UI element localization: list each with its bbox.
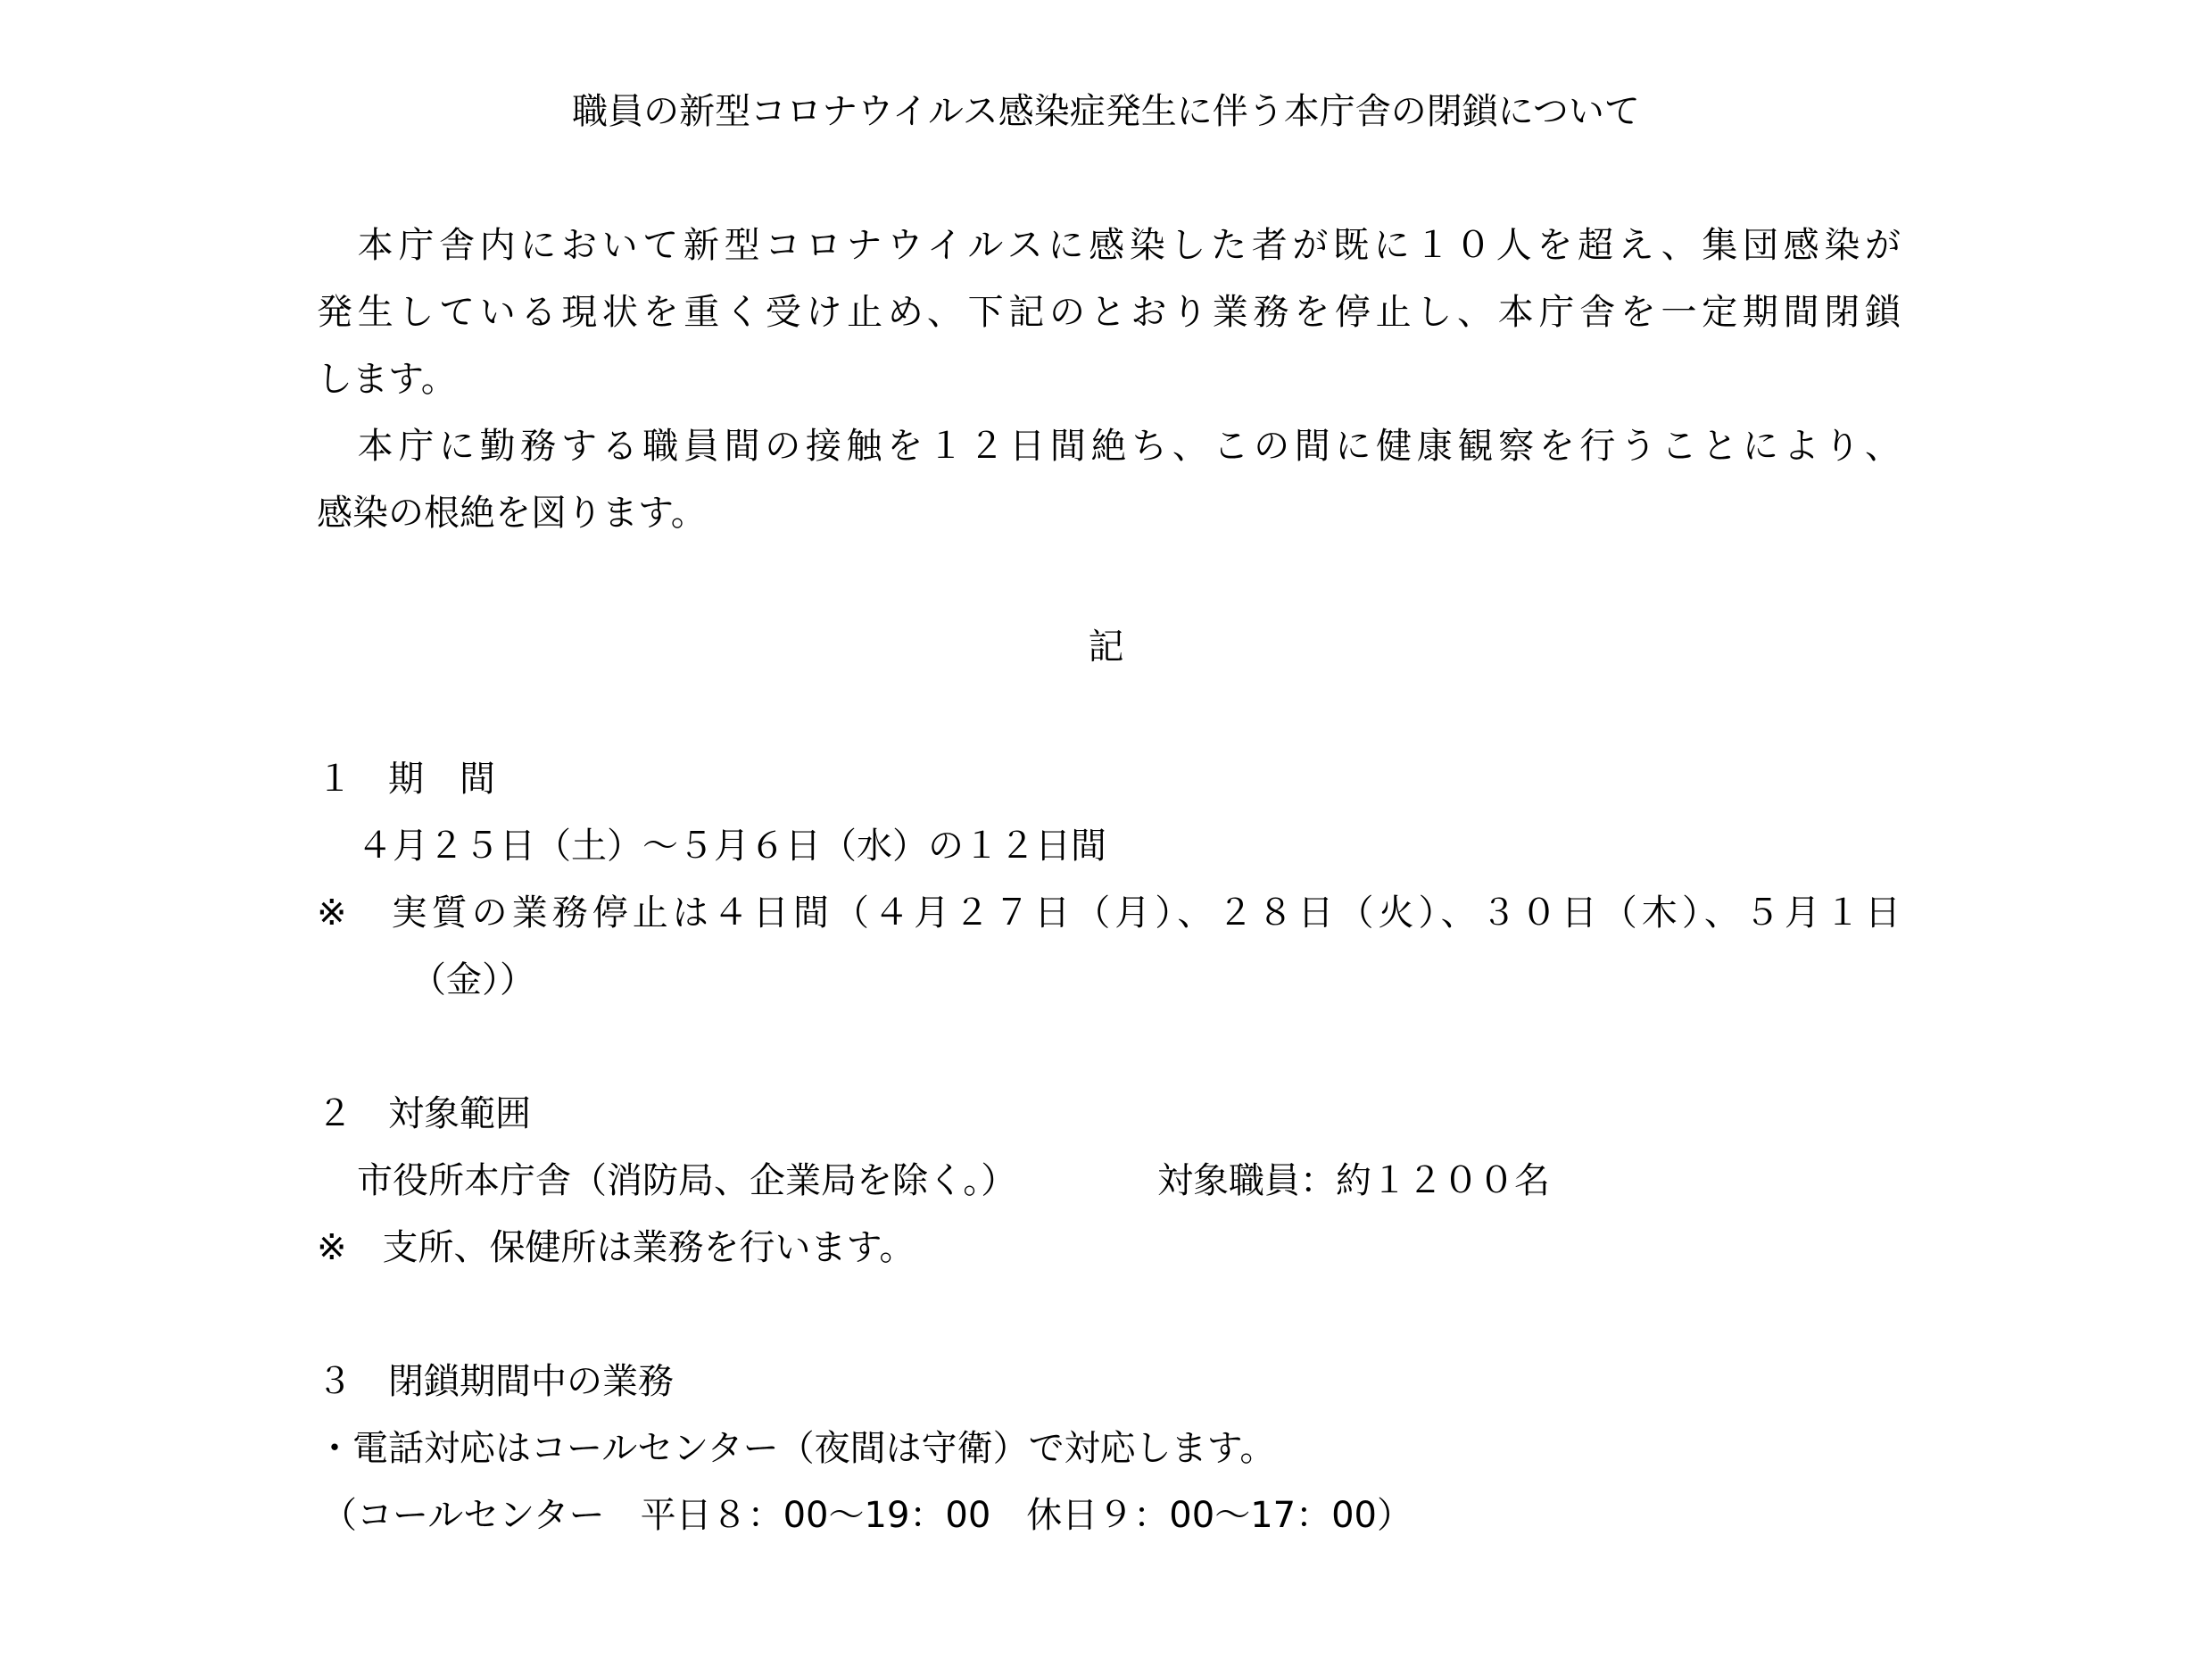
- section-1-note-line-1: ※ 実質の業務停止は４日間（４月２７日（月）、２８日（火）、３０日（木）、５月１日: [317, 892, 1901, 934]
- paragraph-1-line-1: 本庁舎内において新型コロナウイルスに感染した者が既に１０人を超え、集団感染が: [317, 225, 1901, 266]
- section-1-note-line-2: （金））: [410, 959, 535, 1000]
- ki-heading: 記: [1088, 627, 1124, 668]
- section-3-heading: ３ 閉鎖期間中の業務: [317, 1361, 674, 1402]
- section-2-note: ※ 支所、保健所は業務を行います。: [317, 1227, 915, 1268]
- section-1-period: ４月２５日（土）～５月６日（水）の１２日間: [357, 826, 1106, 867]
- paragraph-1-line-3: します。: [317, 359, 457, 400]
- section-3-item-1-hours: （コールセンター 平日８：00～19：00 休日９：00～17：00）: [321, 1495, 1413, 1536]
- section-2-heading: ２ 対象範囲: [317, 1093, 531, 1134]
- document-title: 職員の新型コロナウイルス感染症発生に伴う本庁舎の閉鎖について: [572, 91, 1640, 132]
- paragraph-2-line-1: 本庁に勤務する職員間の接触を１２日間絶ち、この間に健康観察を行うことにより、: [317, 426, 1901, 467]
- section-3-item-1: ・電話対応はコールセンター（夜間は守衛）で対応します。: [317, 1428, 1276, 1469]
- paragraph-2-line-2: 感染の根絶を図ります。: [317, 493, 707, 534]
- section-2-staff: 対象職員：約１２００名: [1157, 1160, 1550, 1201]
- section-2-scope: 市役所本庁舎（消防局、企業局を除く。）: [357, 1160, 1017, 1201]
- paragraph-1-line-2: 発生している現状を重く受け止め、下記のとおり業務を停止し、本庁舎を一定期間閉鎖: [317, 292, 1901, 333]
- section-1-heading: １ 期 間: [317, 759, 495, 800]
